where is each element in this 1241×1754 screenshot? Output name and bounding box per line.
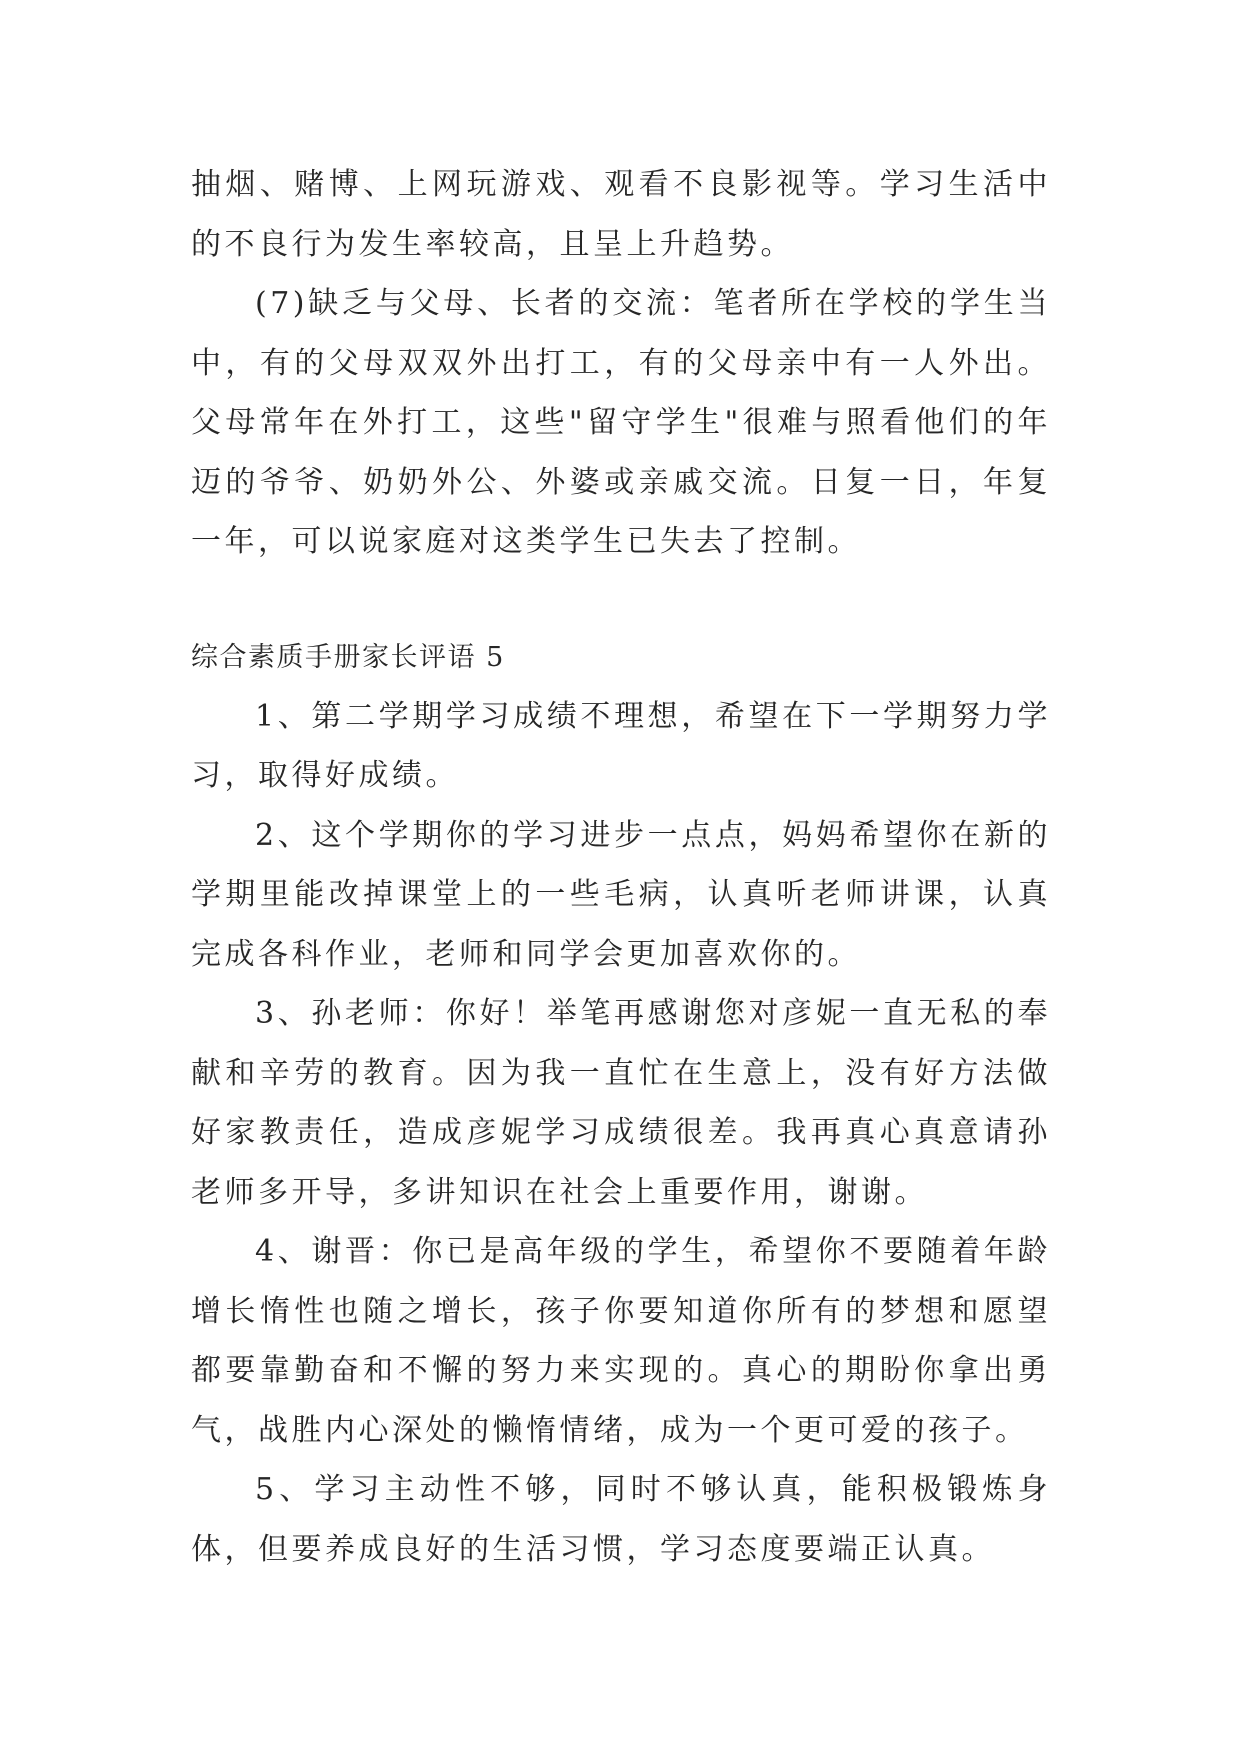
comment-paragraph: 3、孙老师：你好！举笔再感谢您对彦妮一直无私的奉献和辛劳的教育。因为我一直忙在生意上，没有好方法做好家教责任，造成彦妮学习成绩很差。我再真心真意请孙老师多开导，多讲知识在社会上重要作用，谢谢。 <box>191 996 1051 1210</box>
comment-paragraph: 5、学习主动性不够，同时不够认真，能积极锻炼身体，但要养成良好的生活习惯，学习态度要端正认真。 <box>191 1472 1051 1567</box>
document-page <box>191 155 1051 1579</box>
section-heading: 综合素质手册家长评语 5 <box>191 641 505 673</box>
body-paragraph: 抽烟、赌博、上网玩游戏、观看不良影视等。学习生活中的不良行为发生率较高，且呈上升趋势。 <box>191 167 1051 262</box>
comment-paragraph: 4、谢晋：你已是高年级的学生，希望你不要随着年龄增长惰性也随之增长，孩子你要知道你所有的梦想和愿望都要靠勤奋和不懈的努力来实现的。真心的期盼你拿出勇气，战胜内心深处的懒惰情绪，成为一个更可爱的孩子。 <box>191 1234 1051 1448</box>
comment-paragraph: 2、这个学期你的学习进步一点点，妈妈希望你在新的学期里能改掉课堂上的一些毛病，认真听老师讲课，认真完成各科作业，老师和同学会更加喜欢你的。 <box>191 817 1051 972</box>
body-paragraph: (7)缺乏与父母、长者的交流：笔者所在学校的学生当中，有的父母双双外出打工，有的父母亲中有一人外出。父母常年在外打工，这些"留守学生"很难与照看他们的年迈的爷爷、奶奶外公、外婆或亲戚交流。日复一日，年复一年，可以说家庭对这类学生已失去了控制。 <box>191 286 1051 559</box>
section-spacer <box>191 572 1051 628</box>
comment-paragraph: 1、第二学期学习成绩不理想，希望在下一学期努力学习，取得好成绩。 <box>191 698 1051 793</box>
